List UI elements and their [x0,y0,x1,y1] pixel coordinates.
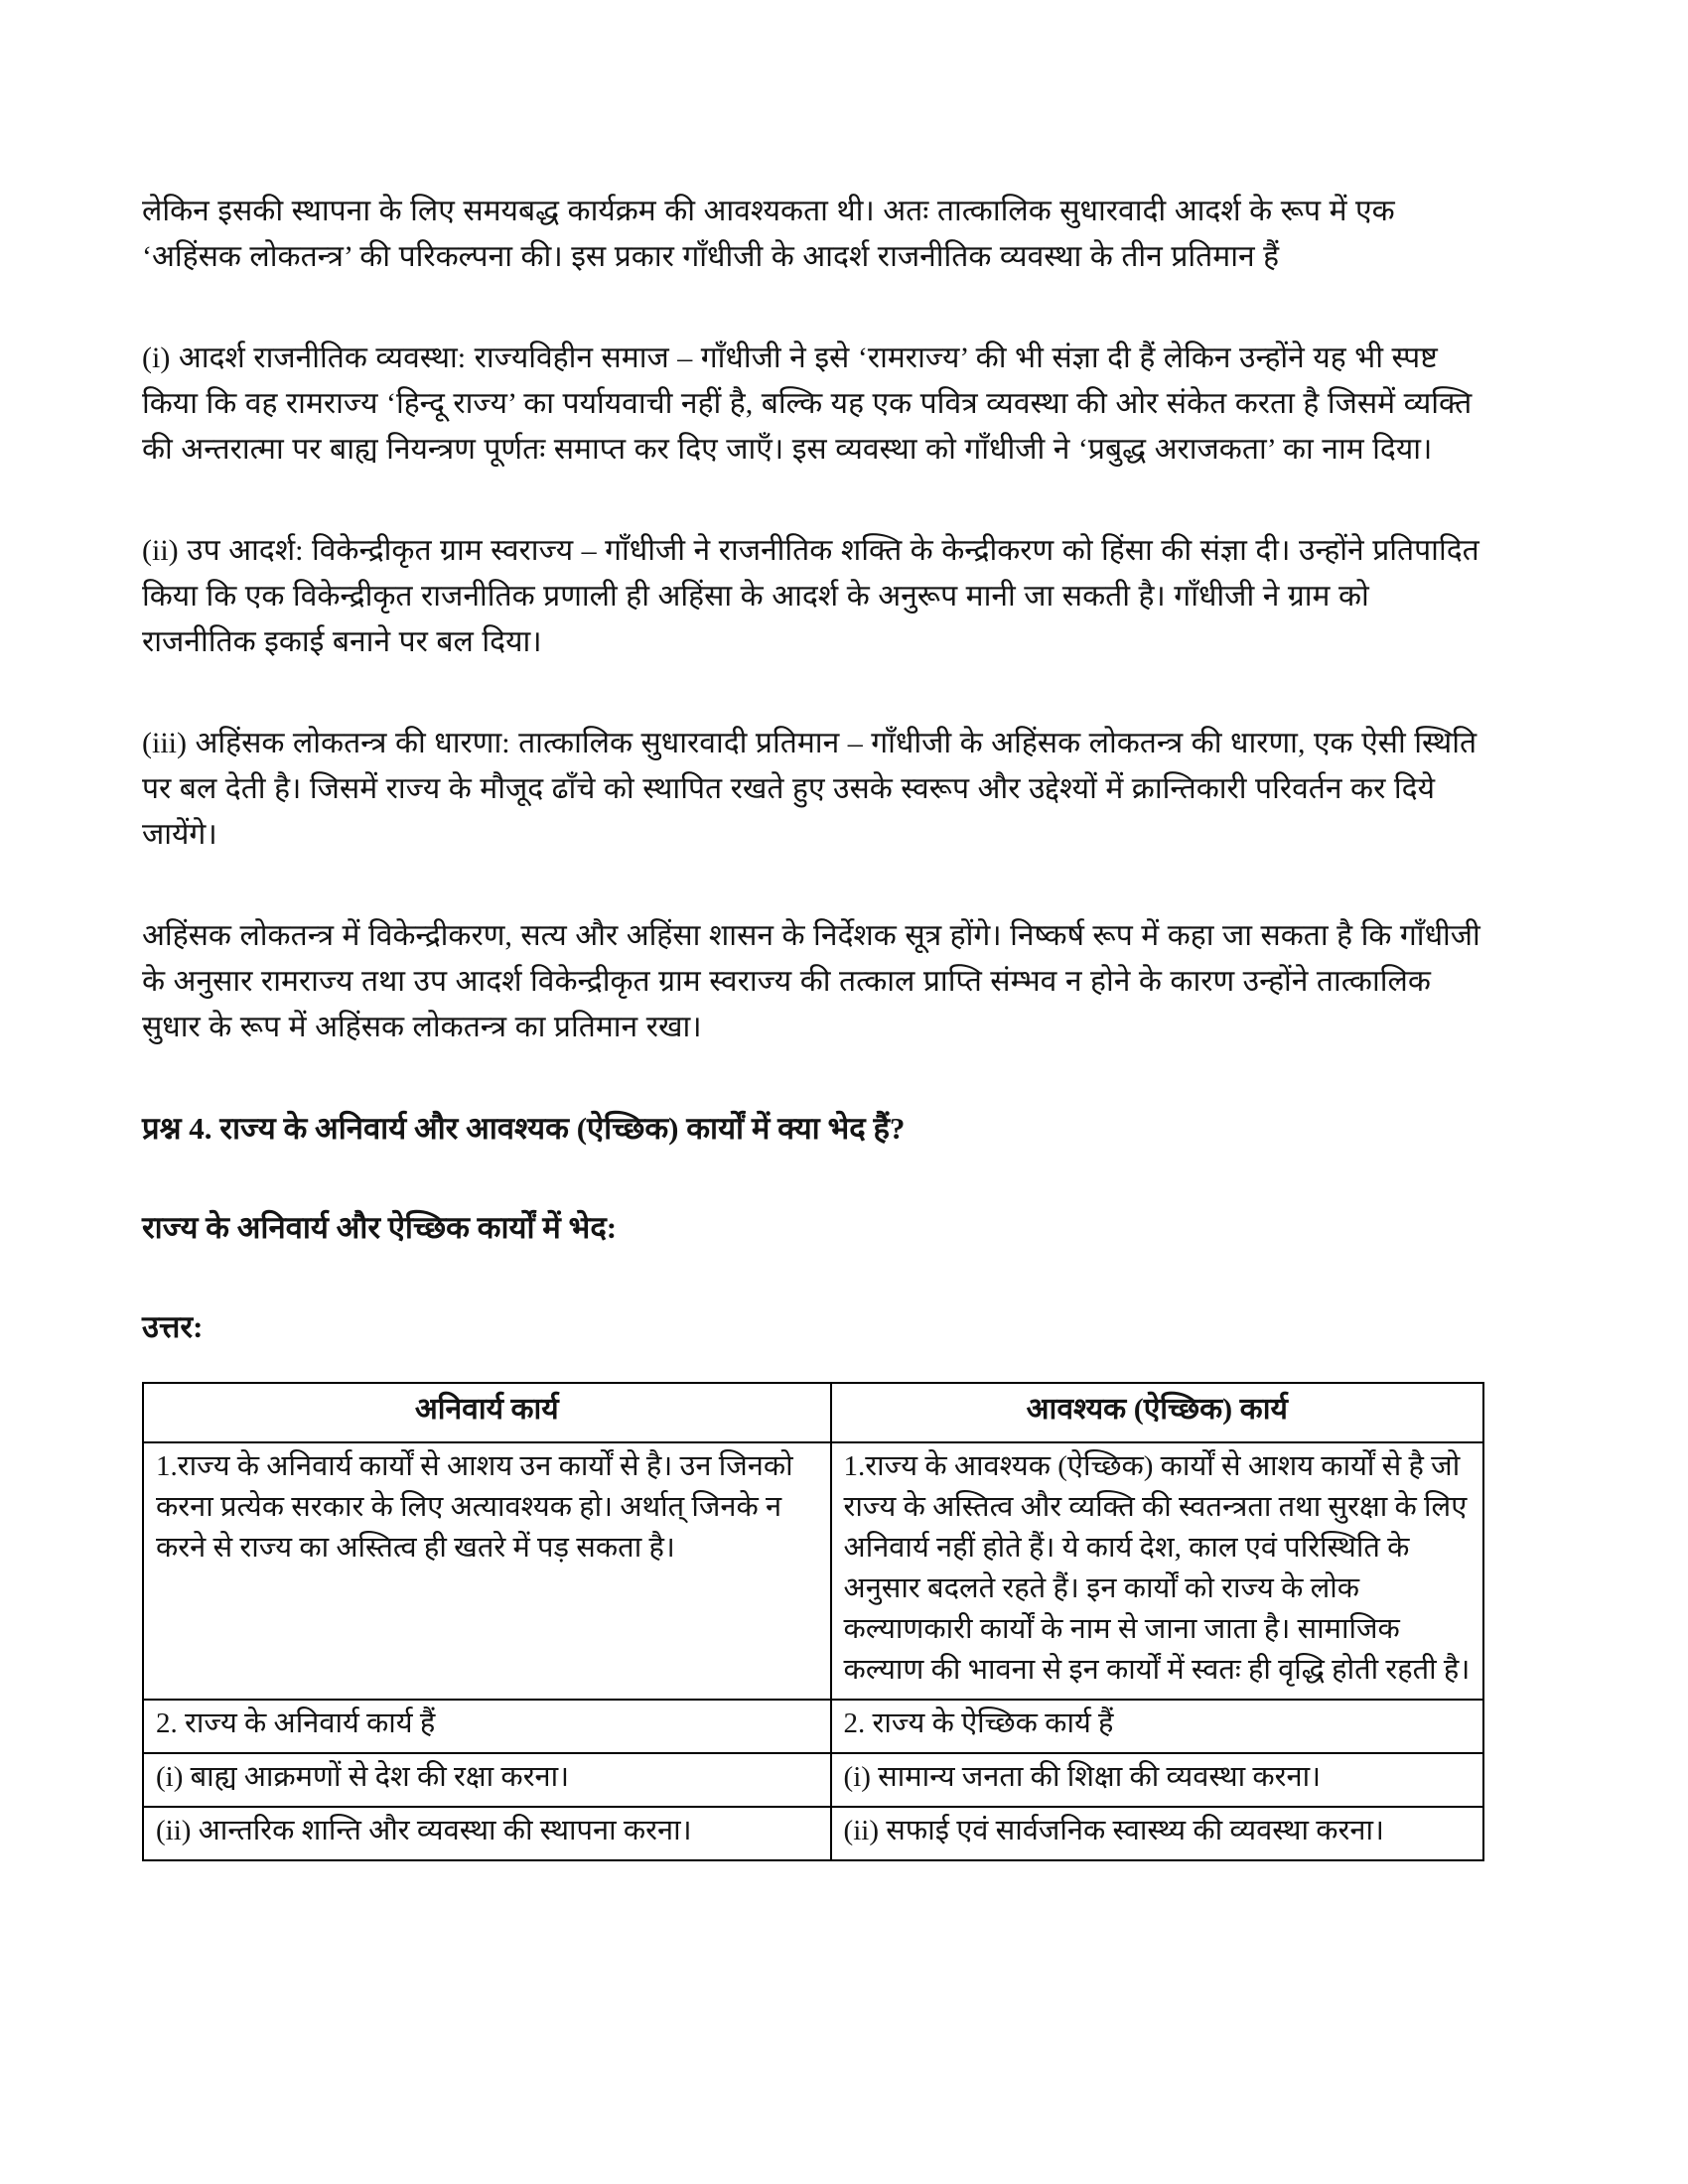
cell-compulsory-item-1: (i) बाह्य आक्रमणों से देश की रक्षा करना। [143,1753,831,1807]
paragraph-nonviolent-democracy-concept: (iii) अहिंसक लोकतन्त्र की धारणा: तात्कालिक सुधारवादी प्रतिमान – गाँधीजी के अहिंसक लोकतन्त्र की धारणा, एक ऐसी स्थिति पर बल देती है। जिसमें राज्य के मौजूद ढाँचे को स्थापित रखते हुए उसके स्वरूप और उद्देश्यों में क्रान्तिकारी परिवर्तन कर दिये जायेंगे। [142,727,1477,851]
table-row-list-intro [143,1700,1483,1753]
paragraph-conclusion: अहिंसक लोकतन्त्र में विकेन्द्रीकरण, सत्य और अहिंसा शासन के निर्देशक सूत्र होंगे। निष्कर्ष रूप में कहा जा सकता है कि गाँधीजी के अनुसार रामराज्य तथा उप आदर्श विकेन्द्रीकृत ग्राम स्वराज्य की तत्काल प्राप्ति संम्भव न होने के कारण उन्होंने तात्कालिक सुधार के रूप में अहिंसक लोकतन्त्र का प्रतिमान रखा। [142,919,1480,1043]
question-heading: प्रश्न 4. राज्य के अनिवार्य और आवश्यक (ऐच्छिक) कार्यों में क्या भेद हैं? [142,1111,906,1146]
table-header-row [143,1383,1483,1442]
subheading-difference: राज्य के अनिवार्य और ऐच्छिक कार्यों में भेद: [142,1210,618,1245]
cell-compulsory-list-intro: 2. राज्य के अनिवार्य कार्य हैं [143,1700,831,1753]
table-row-item-1 [143,1753,1483,1807]
cell-optional-list-intro: 2. राज्य के ऐच्छिक कार्य हैं [831,1700,1483,1753]
cell-compulsory-definition: 1.राज्य के अनिवार्य कार्यों से आशय उन कार्यों से है। उन जिनको करना प्रत्येक सरकार के लिए अत्यावश्यक हो। अर्थात् जिनके न करने से राज्य का अस्तित्व ही खतरे में पड़ सकता है। [143,1442,831,1700]
answer-label: उत्तर: [142,1309,204,1344]
table-row-item-2 [143,1807,1483,1860]
paragraph-ideal-political-system: (i) आदर्श राजनीतिक व्यवस्था: राज्यविहीन समाज – गाँधीजी ने इसे ‘रामराज्य’ की भी संज्ञा दी हैं लेकिन उन्होंने यह भी स्पष्ट किया कि वह रामराज्य ‘हिन्दू राज्य’ का पर्यायवाची नहीं है, बल्कि यह एक पवित्र व्यवस्था की ओर संकेत करता है जिसमें व्यक्ति की अन्तरात्मा पर बाह्य नियन्त्रण पूर्णतः समाप्त कर दिए जाएँ। इस व्यवस्था को गाँधीजी ने ‘प्रबुद्ध अराजकता’ का नाम दिया। [142,341,1473,466]
table-header-compulsory-functions: अनिवार्य कार्य [143,1383,831,1442]
cell-optional-definition: 1.राज्य के आवश्यक (ऐच्छिक) कार्यों से आशय कार्यों से है जो राज्य के अस्तित्व और व्यक्ति की स्वतन्त्रता तथा सुरक्षा के लिए अनिवार्य नहीं होते हैं। ये कार्य देश, काल एवं परिस्थिति के अनुसार बदलते रहते हैं। इन कार्यों को राज्य के लोक कल्याणकारी कार्यों के नाम से जाना जाता है। सामाजिक कल्याण की भावना से इन कार्यों में स्वतः ही वृद्धि होती रहती है। [831,1442,1483,1700]
table-row-definition [143,1442,1483,1700]
paragraph-intro: लेकिन इसकी स्थापना के लिए समयबद्ध कार्यक्रम की आवश्यकता थी। अतः तात्कालिक सुधारवादी आदर्श के रूप में एक ‘अहिंसक लोकतन्त्र’ की परिकल्पना की। इस प्रकार गाँधीजी के आदर्श राजनीतिक व्यवस्था के तीन प्रतिमान हैं [142,195,1395,273]
cell-optional-item-1: (i) सामान्य जनता की शिक्षा की व्यवस्था करना। [831,1753,1483,1807]
comparison-table [142,1382,1484,1861]
table-header-optional-functions: आवश्यक (ऐच्छिक) कार्य [831,1383,1483,1442]
paragraph-sub-ideal-gram-swarajya: (ii) उप आदर्श: विकेन्द्रीकृत ग्राम स्वराज्य – गाँधीजी ने राजनीतिक शक्ति के केन्द्रीकरण को हिंसा की संज्ञा दी। उन्होंने प्रतिपादित किया कि एक विकेन्द्रीकृत राजनीतिक प्रणाली ही अहिंसा के आदर्श के अनुरूप मानी जा सकती है। गाँधीजी ने ग्राम को राजनीतिक इकाई बनाने पर बल दिया। [142,534,1479,658]
cell-optional-item-2: (ii) सफाई एवं सार्वजनिक स्वास्थ्य की व्यवस्था करना। [831,1807,1483,1860]
cell-compulsory-item-2: (ii) आन्तरिक शान्ति और व्यवस्था की स्थापना करना। [143,1807,831,1860]
